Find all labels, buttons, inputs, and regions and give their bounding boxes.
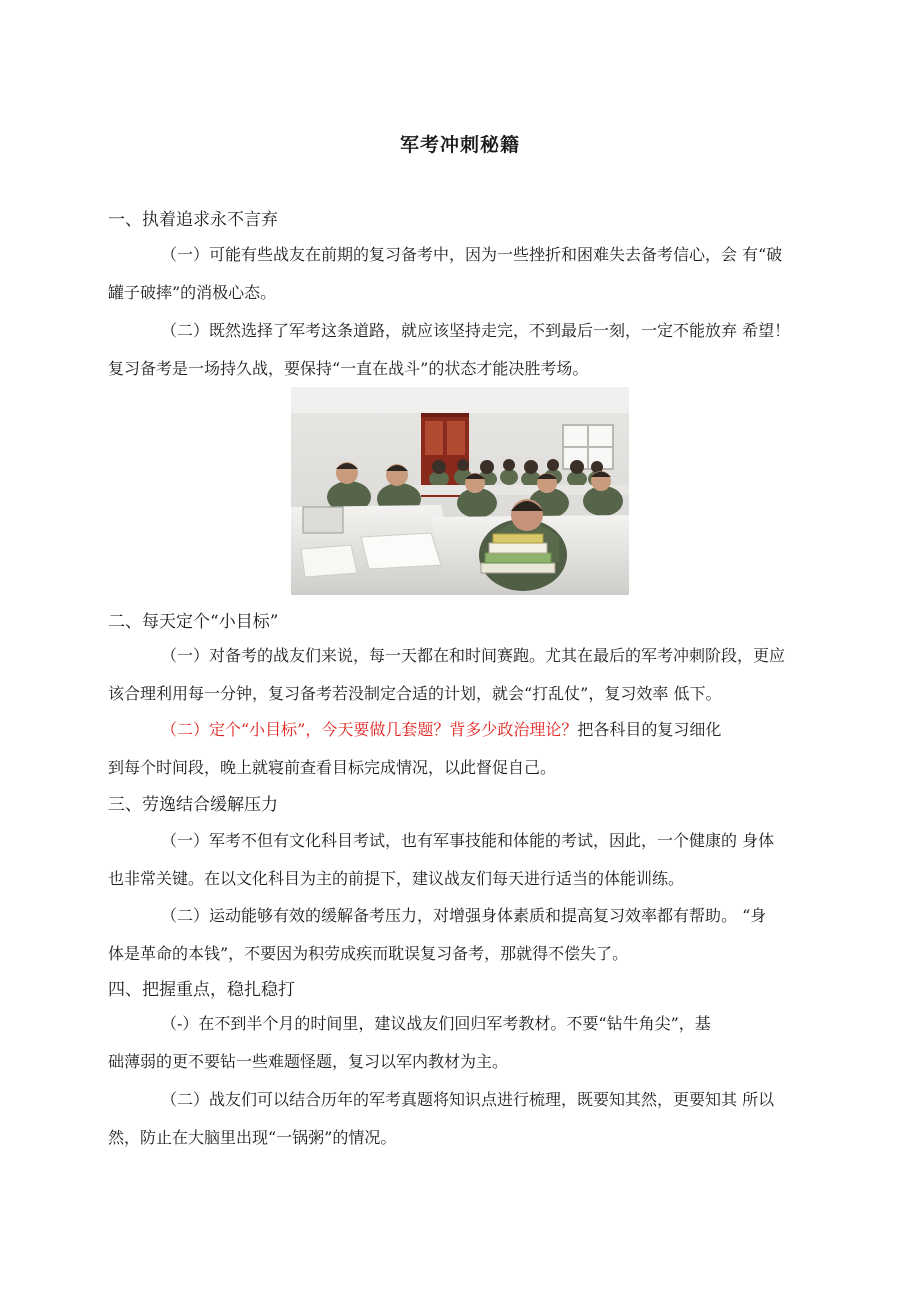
paragraph-3-2 (108, 897, 818, 973)
paragraph-line: （-）在不到半个月的时间里，建议战友们回归军考教材。不要“钻牛角尖”，基 (161, 1014, 711, 1033)
paragraph-line: （二）战友们可以结合历年的军考真题将知识点进行梳理，既要知其然，更要知其 所以 (161, 1090, 775, 1109)
document-title: 军考冲刺秘籍 (399, 134, 520, 156)
paragraph-3-1 (108, 822, 818, 898)
section-heading-3: 三、劳逸结合缓解压力 (108, 795, 278, 815)
section-heading-1: 一、执着追求永不言弃 (108, 210, 278, 230)
paragraph-line: 也非常关键。在以文化科目为主的前提下，建议战友们每天进行适当的体能训练。 (108, 869, 685, 888)
paragraph-line: 到每个时间段，晚上就寝前查看目标完成情况，以此督促自己。 (108, 758, 557, 777)
highlighted-text: （二）定个“小目标”，今天要做几套题？背多少政治理论？ (161, 720, 578, 739)
paragraph-line: 础薄弱的更不要钻一些难题怪题，复习以军内教材为主。 (108, 1052, 509, 1071)
paragraph-line: 复习备考是一场持久战，要保持“一直在战斗”的状态才能决胜考场。 (108, 359, 589, 378)
paragraph-line: （一）对备考的战友们来说，每一天都在和时间赛跑。尤其在最后的军考冲刺阶段，更应 (161, 646, 786, 665)
paragraph-line: （二）运动能够有效的缓解备考压力，对增强身体素质和提高复习效率都有帮助。 “身 (161, 906, 767, 925)
paragraph-line: 然，防止在大脑里出现“一锅粥”的情况。 (108, 1128, 397, 1147)
paragraph-1-1 (108, 236, 818, 312)
paragraph-4-1 (108, 1005, 818, 1081)
paragraph-2-1 (108, 637, 818, 713)
paragraph-2-2 (108, 711, 818, 787)
paragraph-line: 把各科目的复习细化 (577, 720, 722, 739)
section-heading-4: 四、把握重点，稳扎稳打 (108, 980, 295, 1000)
paragraph-line: （一）军考不但有文化科目考试，也有军事技能和体能的考试，因此，一个健康的 身体 (161, 831, 775, 850)
paragraph-line: 该合理利用每一分钟，复习备考若没制定合适的计划，就会“打乱仗”，复习效率 低下。 (108, 684, 722, 703)
section-heading-2: 二、每天定个“小目标” (108, 612, 279, 632)
classroom-study-photo (291, 387, 629, 595)
paragraph-line: （二）既然选择了军考这条道路，就应该坚持走完，不到最后一刻，一定不能放弃 希望！ (161, 321, 791, 340)
paragraph-1-2 (108, 312, 818, 388)
paragraph-line: （一）可能有些战友在前期的复习备考中，因为一些挫折和困难失去备考信心，会 有“破 (161, 245, 783, 264)
paragraph-line: 体是革命的本钱”，不要因为积劳成疾而耽误复习备考，那就得不偿失了。 (108, 944, 629, 963)
classroom-study-illustration (291, 387, 629, 595)
paragraph-line: 罐子破摔”的消极心态。 (108, 283, 277, 302)
paragraph-4-2 (108, 1081, 818, 1157)
